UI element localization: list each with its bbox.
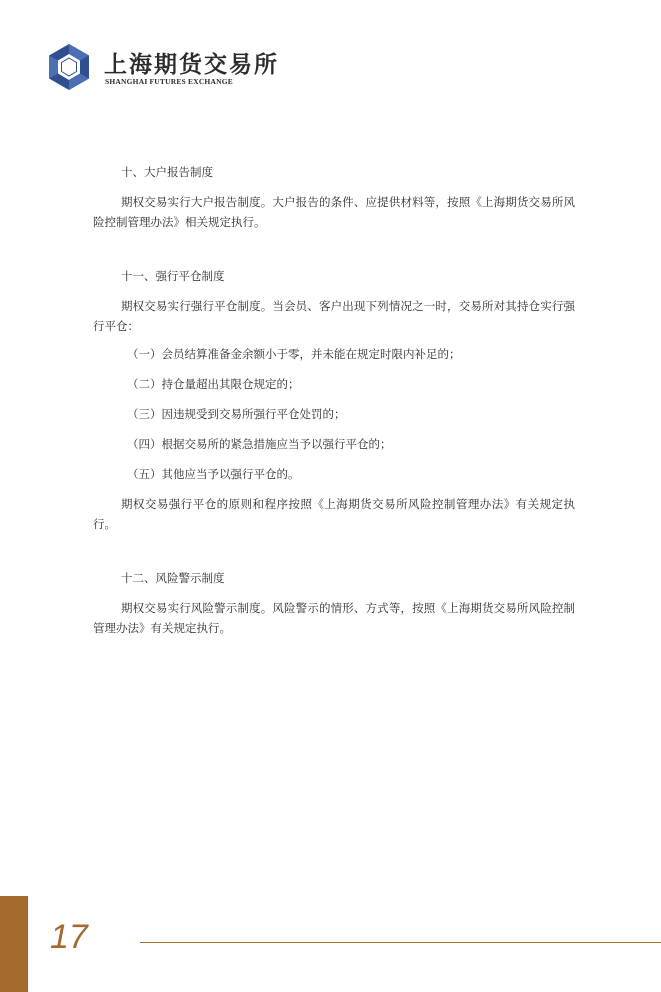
paragraph: 期权交易实行大户报告制度。大户报告的条件、应提供材料等，按照《上海期货交易所风险控制管理办法》相关规定执行。	[93, 195, 575, 229]
paragraph: 期权交易实行风险警示制度。风险警示的情形、方式等，按照《上海期货交易所风险控制管理办法》有关规定执行。	[93, 601, 575, 635]
section-forced-liquidation	[93, 266, 575, 534]
list-item: （三）因违规受到交易所强行平仓处罚的；	[127, 407, 346, 421]
section-title: 十、大户报告制度	[121, 165, 213, 179]
paragraph: 期权交易强行平仓的原则和程序按照《上海期货交易所风险控制管理办法》有关规定执行。	[93, 497, 575, 531]
section-title: 十二、风险警示制度	[121, 571, 225, 585]
page-number: 17	[50, 918, 88, 956]
section-risk-warning	[93, 568, 575, 638]
logo-english-name: SHANGHAI FUTURES EXCHANGE	[105, 77, 233, 86]
list-item: （一）会员结算准备金余额小于零，并未能在规定时限内补足的；	[127, 347, 461, 361]
page-header	[44, 42, 279, 92]
document-body	[93, 162, 575, 672]
paragraph: 期权交易实行强行平仓制度。当会员、客户出现下列情况之一时，交易所对其持仓实行强行平仓：	[93, 299, 575, 333]
list-item: （二）持仓量超出其限仓规定的；	[127, 377, 300, 391]
footer-accent-bar	[0, 896, 28, 992]
exchange-logo-icon	[44, 42, 94, 92]
section-large-trader-reporting	[93, 162, 575, 232]
section-title: 十一、强行平仓制度	[121, 269, 225, 283]
footer-rule	[140, 942, 661, 943]
list-item: （五）其他应当予以强行平仓的。	[127, 467, 300, 481]
logo-chinese-name: 上海期货交易所	[104, 51, 279, 78]
list-item: （四）根据交易所的紧急措施应当予以强行平仓的；	[127, 437, 392, 451]
